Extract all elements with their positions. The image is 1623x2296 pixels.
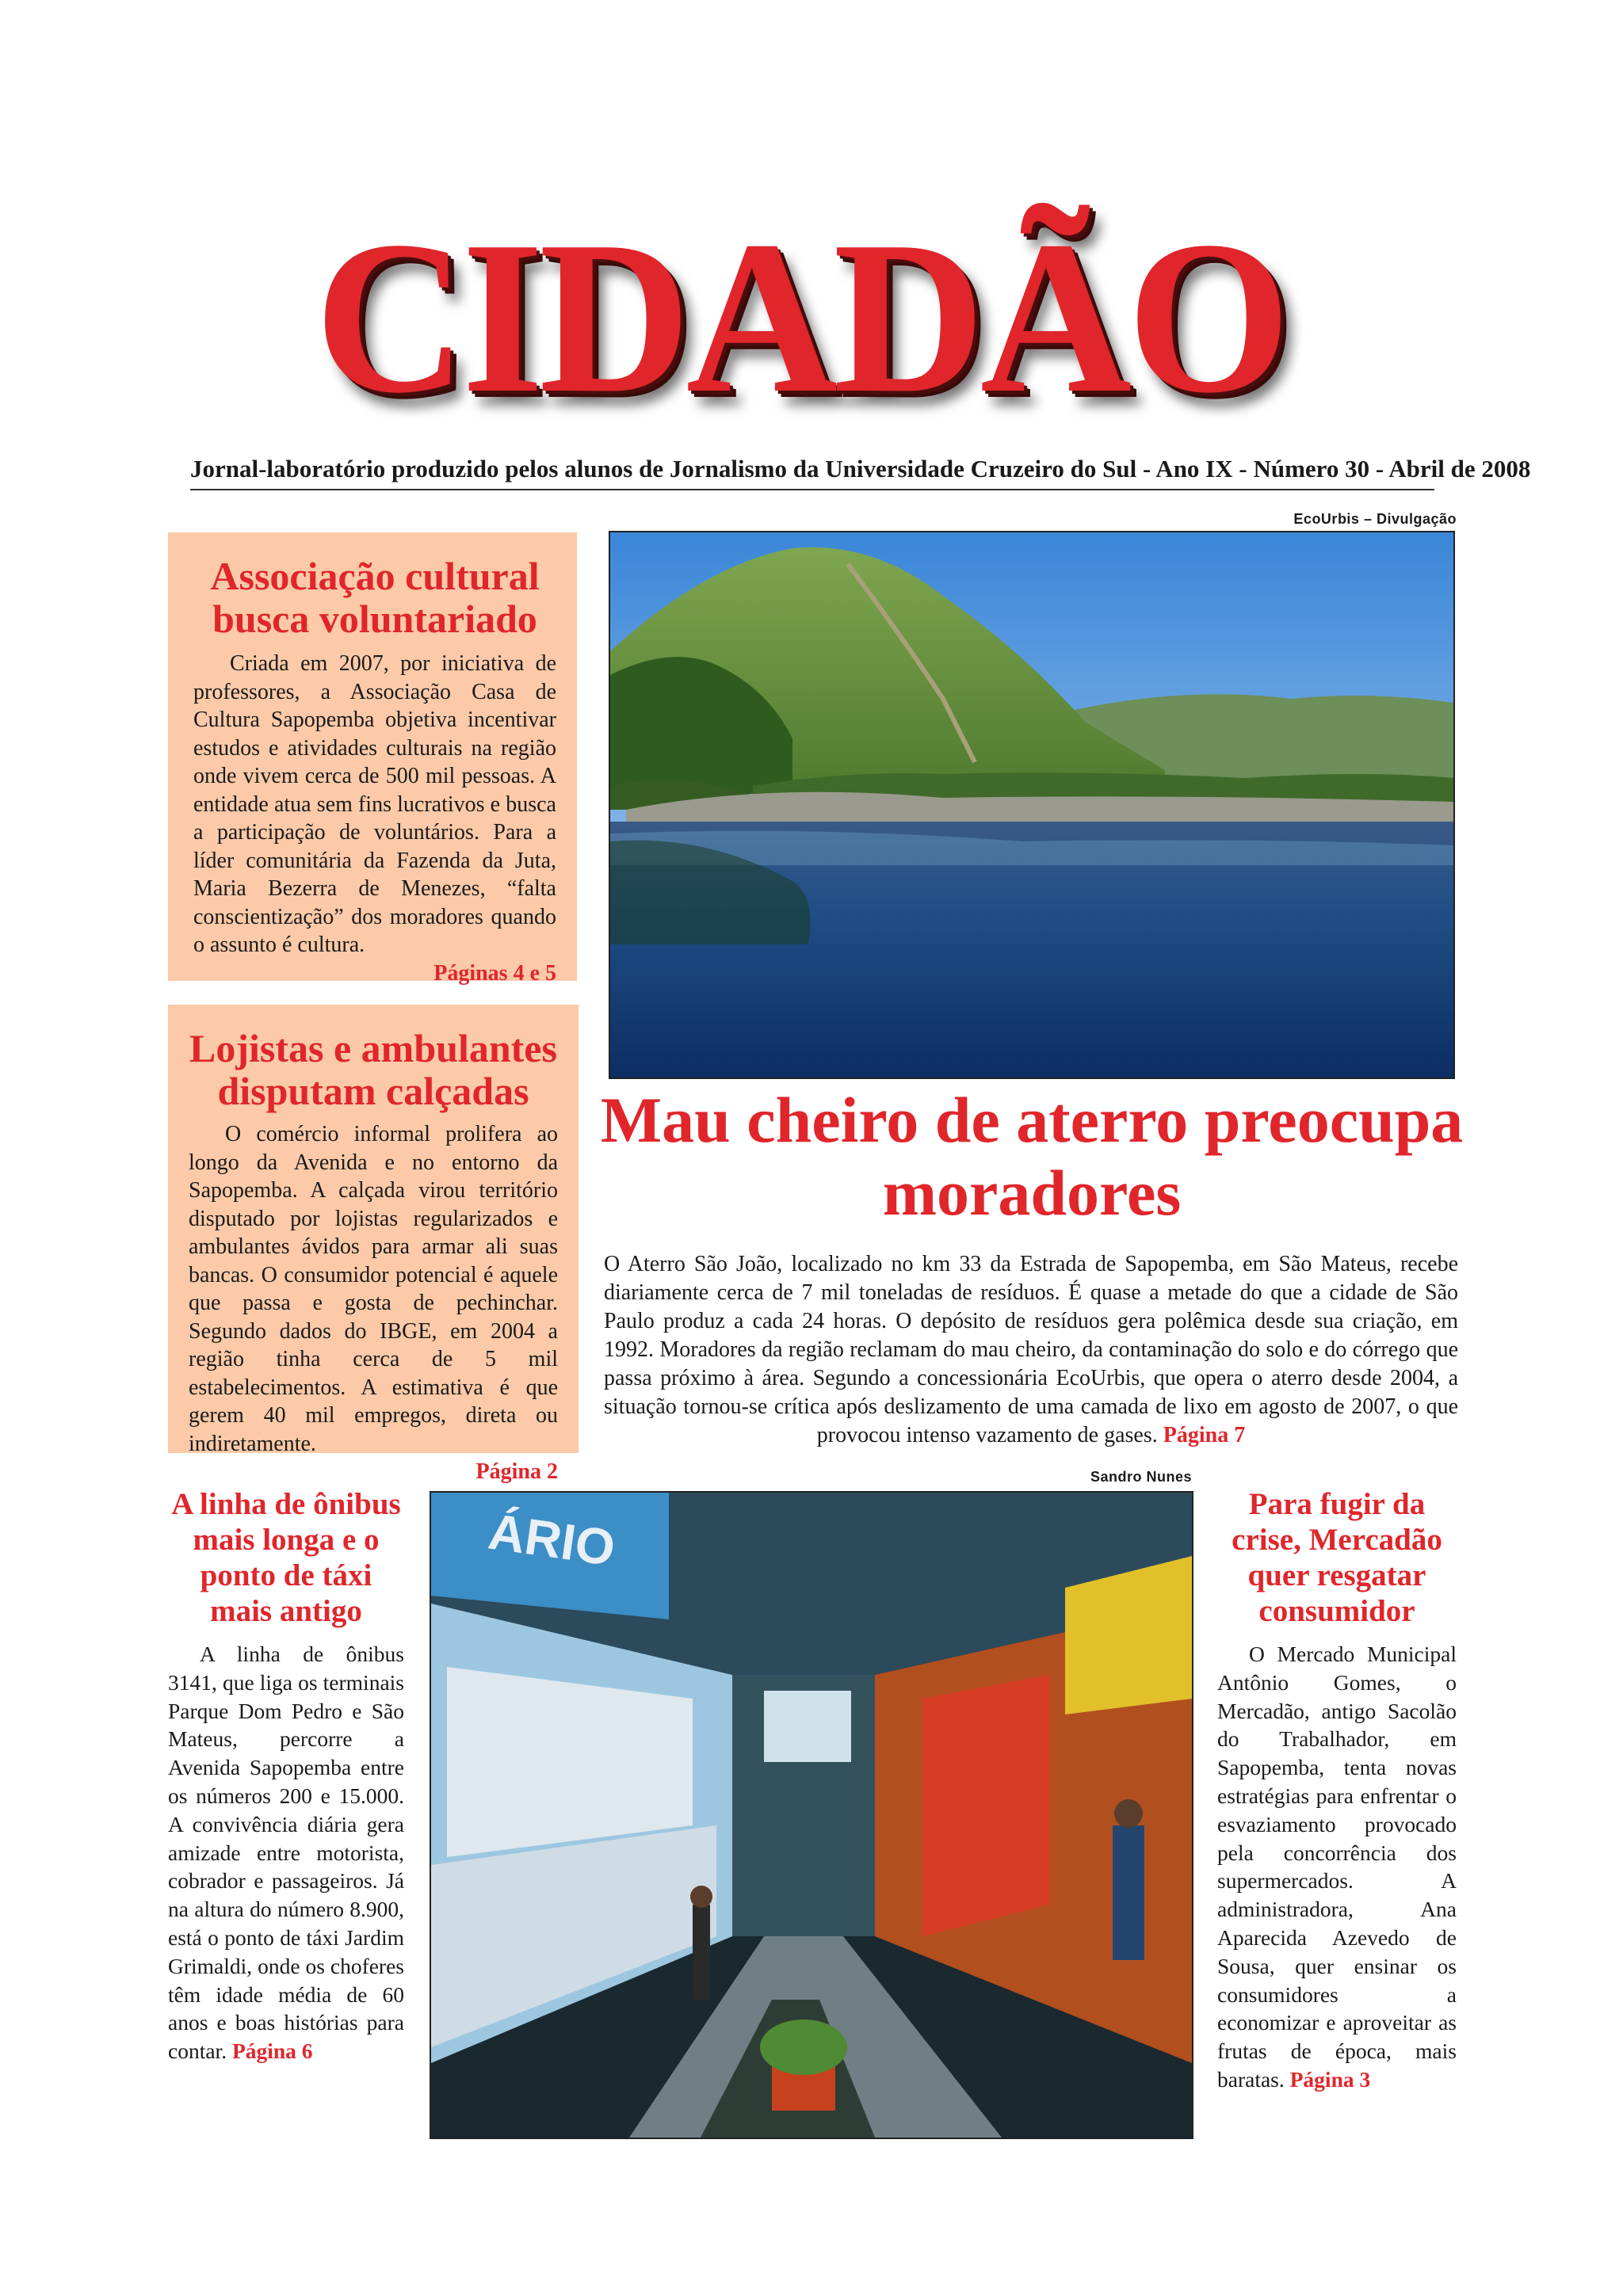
masthead bbox=[238, 198, 1363, 436]
column-body: A linha de ônibus 3141, que liga os terminais Parque Dom Pedro e São Mateus, percorre a Avenida Sapopemba entre os números 200 e 15.000. A convivência diária gera amizade entre motorista, cobrador e passageiros. Já na altura do número 8.900, está o ponto de táxi Jardim Grimaldi, onde os choferes têm idade média de 60 anos e boas histórias para contar. bbox=[168, 1642, 404, 2064]
column-body: O Mercado Municipal Antônio Gomes, o Mercadão, antigo Sacolão do Trabalhador, em Sapopemba, tenta novas estratégias para enfrentar o esvaziamento provocado pela concorrência dos supermercados. A administradora, Ana Aparecida Azevedo de Sousa, quer ensinar os consumidores a economizar e aproveitar as frutas de época, mais baratas. bbox=[1217, 1642, 1457, 2092]
main-story-body: O Aterro São João, localizado no km 33 da Estrada de Sapopemba, em São Mateus, recebe diariamente cerca de 7 mil toneladas de resíduos. É quase a metade do que a cidade de São Paulo produz a cada 24 horas. O depósito de resíduos gera polêmica desde sua criação, em 1992. Moradores da região reclamam do mau cheiro, da contaminação do solo e do córrego que passa próximo à área. Segundo a concessionária EcoUrbis, que opera o aterro desde 2004, a situação tornou-se crítica após deslizamento de uma camada de lixo em agosto de 2007, o que provocou intenso vazamento de gases. bbox=[604, 1252, 1458, 1447]
tagline: Jornal-laboratório produzido pelos alunos de Jornalismo da Universidade Cruzeiro do Sul - Ano IX - Número 30 - Abril de 2008 bbox=[190, 455, 1531, 482]
market-hall-photo bbox=[430, 1491, 1193, 2139]
photo-credit: Sandro Nunes bbox=[1090, 1469, 1192, 1485]
box-headline: Lojistas e ambulantes disputam calçadas bbox=[189, 1026, 557, 1113]
page-reference: Página 6 bbox=[231, 2039, 313, 2064]
photo-credit: EcoUrbis – Divulgação bbox=[1293, 511, 1457, 527]
tagline-divider bbox=[190, 489, 1434, 490]
story-mercadao bbox=[1217, 1486, 1457, 2094]
box-body: O comércio informal prolifera ao longo da Avenida e no entorno da Sapopemba. A calçada virou território disputado por lojistas regularizados e ambulantes ávidos para armar ali suas bancas. O consumidor potencial é aquele que passa e gosta de pechinchar. Segundo dados do IBGE, em 2004 a região tinha cerca de 5 mil estabelecimentos. A estimativa é que gerem 40 mil empregos, direta ou indiretamente. bbox=[189, 1122, 558, 1456]
page-reference: Página 7 bbox=[1163, 1423, 1246, 1447]
main-story-text bbox=[604, 1250, 1458, 1450]
column-text bbox=[168, 1640, 404, 2065]
column-headline: Para fugir da crise, Mercadão quer resgatar consumidor bbox=[1232, 1487, 1442, 1628]
column-headline: A linha de ônibus mais longa e o ponto de táxi mais antigo bbox=[171, 1487, 401, 1628]
page-reference: Página 2 bbox=[475, 1459, 558, 1484]
landfill-lake-photo bbox=[609, 531, 1455, 1079]
main-headline: Mau cheiro de aterro preocupa moradores bbox=[600, 1084, 1464, 1229]
page-reference: Página 3 bbox=[1289, 2066, 1371, 2092]
newspaper-title: CIDADÃO bbox=[315, 196, 1286, 438]
story-box-cultural-association bbox=[168, 532, 577, 986]
story-bus-line-taxi bbox=[168, 1486, 404, 2065]
landfill-lake-illustration bbox=[610, 532, 1453, 1077]
page-reference: Páginas 4 e 5 bbox=[433, 960, 556, 986]
market-interior-illustration bbox=[431, 1493, 1192, 2138]
box-headline: Associação cultural busca voluntariado bbox=[210, 554, 540, 641]
market-sign: ÁRIO bbox=[485, 1502, 619, 1577]
story-box-street-vendors bbox=[168, 1005, 579, 1484]
column-text bbox=[1217, 1640, 1457, 2094]
box-body: Criada em 2007, por iniciativa de professores, a Associação Casa de Cultura Sapopemba objetiva incentivar estudos e atividades culturais na região onde vivem cerca de 500 mil pessoas. A entidade atua sem fins lucrativos e busca a participação de voluntários. Para a líder comunitária da Fazenda da Juta, Maria Bezerra de Menezes, “falta conscientização” dos moradores quando o assunto é cultura. bbox=[193, 651, 556, 957]
